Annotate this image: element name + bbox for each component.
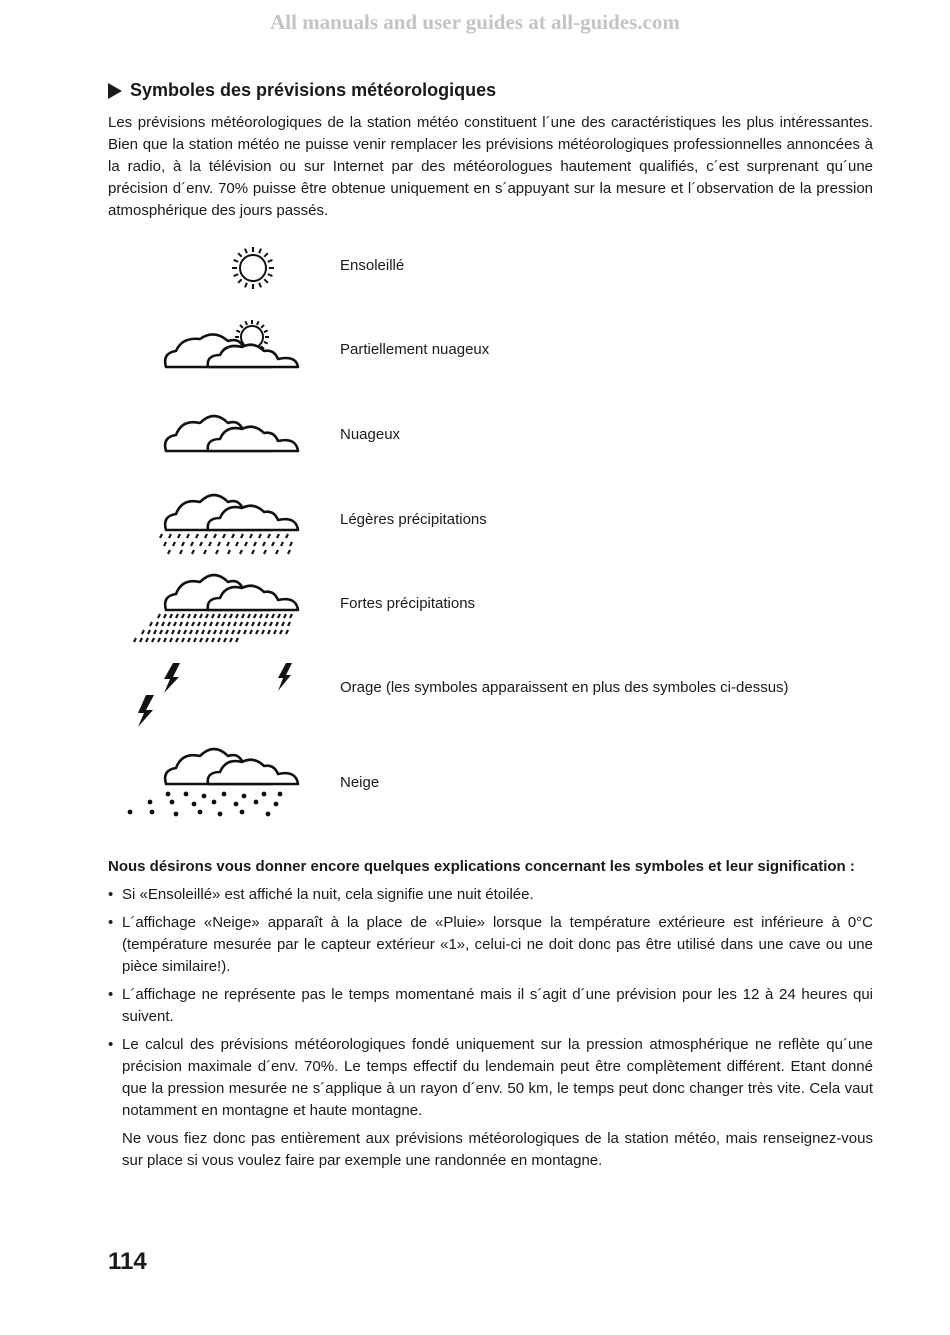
symbol-label-heavy-rain: Fortes précipitations xyxy=(340,595,476,612)
snow-icon xyxy=(120,742,320,822)
symbol-label-sunny: Ensoleillé xyxy=(340,257,405,274)
section-title-text: Symboles des prévisions météorologiques xyxy=(130,80,497,100)
symbol-row-thunderstorm xyxy=(120,655,880,730)
symbol-row-heavy-rain xyxy=(120,570,880,645)
symbol-label-light-rain: Légères précipitations xyxy=(340,511,487,528)
symbol-row-cloudy xyxy=(120,405,880,460)
list-item-text: L´affichage ne représente pas le temps momentané mais il s´agit d´une prévision pour les 12 à 24 heures qui suivent. xyxy=(122,986,873,1025)
bullet-icon: • xyxy=(108,886,114,903)
list-item-text: Si «Ensoleillé» est affiché la nuit, cela signifie une nuit étoilée. xyxy=(122,886,534,903)
symbol-label-thunderstorm: Orage (les symboles apparaissent en plus des symboles ci-dessus) xyxy=(340,679,789,696)
list-item xyxy=(108,984,873,1028)
sun-icon xyxy=(120,240,320,295)
watermark: All manuals and user guides at all-guides.com xyxy=(270,10,680,34)
symbol-label-cloudy: Nuageux xyxy=(340,426,401,443)
thunderstorm-icon xyxy=(120,655,320,730)
bullet-icon: • xyxy=(108,914,114,931)
symbol-row-snow xyxy=(120,742,880,822)
triangle-bullet-icon xyxy=(108,83,122,99)
final-paragraph: Ne vous fiez donc pas entièrement aux prévisions météorologiques de la station météo, mais renseignez-vous sur place si vous voulez faire par exemple une randonnée en montagne. xyxy=(122,1130,873,1169)
heavy-rain-icon xyxy=(120,570,320,645)
symbol-label-partly-cloudy: Partiellement nuageux xyxy=(340,341,490,358)
list-item xyxy=(108,912,873,978)
notes-list xyxy=(108,884,873,1128)
bullet-icon: • xyxy=(108,986,114,1003)
symbol-label-snow: Neige xyxy=(340,774,380,791)
light-rain-icon xyxy=(120,488,320,560)
list-item-text: L´affichage «Neige» apparaît à la place de «Pluie» lorsque la température extérieure est inférieure à 0°C (température mesurée par le capteur extérieur «1», celui-ci ne doit donc pas être utilisé dans une cave ou une pièce similaire!). xyxy=(122,914,873,975)
notes-title: Nous désirons vous donner encore quelques explications concernant les symboles et leur signification : xyxy=(108,858,855,875)
symbol-row-partly-cloudy xyxy=(120,315,880,375)
list-item xyxy=(108,1034,873,1122)
symbol-row-light-rain xyxy=(120,488,880,560)
intro-paragraph: Les prévisions météorologiques de la station météo constituent l´une des caractéristiques les plus intéressantes. Bien que la station météo ne puisse venir remplacer les prévisions météorologiques professionnelles annoncées à la radio, à la télévision ou sur Internet par des météorologues hautement qualifiés, c´est surprenant qu´une précision d´env. 70% puisse être obtenue uniquement en s´appuyant sur la mesure et l´observation de la pression atmosphérique des jours passés. xyxy=(108,114,873,219)
list-item-text: Le calcul des prévisions météorologiques fondé uniquement sur la pression atmosphérique ne reflète qu´une précision maximale d´env. 70%. Le temps effectif du lendemain peut être complètement différent. Etant donné que la pression mesurée ne s´applique à un rayon d´env. 50 km, le temps peut donc changer très vite. Cela vaut notamment en montagne et haute montagne. xyxy=(122,1036,873,1119)
list-item xyxy=(108,884,873,906)
page-number: 114 xyxy=(108,1248,147,1275)
symbol-row-sunny xyxy=(120,240,880,295)
partly-cloudy-icon xyxy=(120,315,320,375)
bullet-icon: • xyxy=(108,1036,114,1053)
section-title xyxy=(108,80,496,101)
cloudy-icon xyxy=(120,405,320,460)
